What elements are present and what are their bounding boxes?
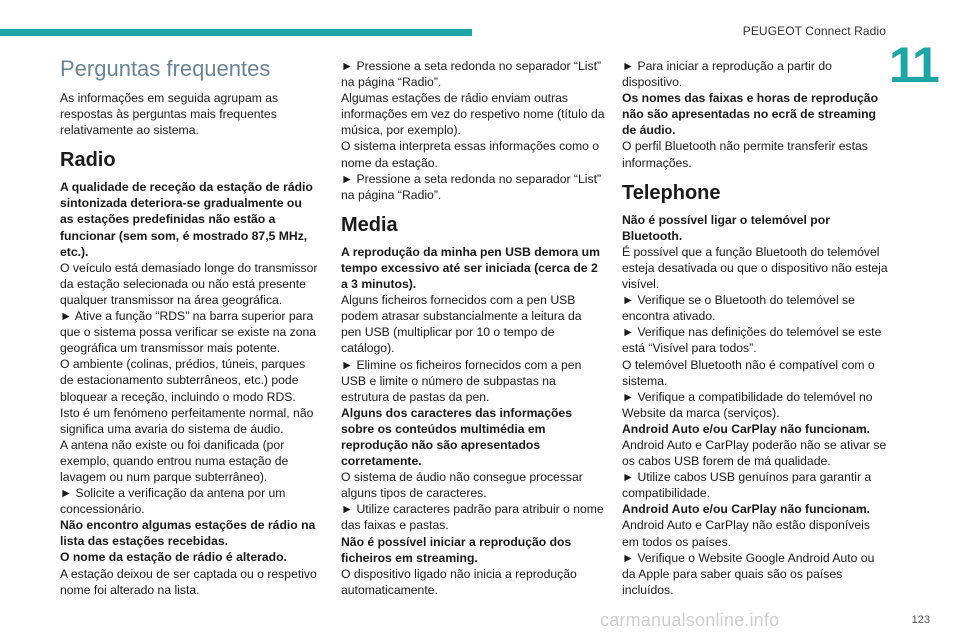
question: Android Auto e/ou CarPlay não funcionam. xyxy=(622,421,871,436)
section-heading-telephone: Telephone xyxy=(622,181,721,204)
page-title: Perguntas frequentes xyxy=(60,56,271,81)
page-number: 123 xyxy=(911,614,930,626)
watermark: carmanualsonline.info xyxy=(600,610,780,630)
answer: Isto é um fenómeno perfeitamente normal, não significa uma avaria do sistema de áudio. xyxy=(60,405,314,436)
question: Alguns dos caracteres das informações sobre os conteúdos multimédia em reprodução não são apresentados corretamente. xyxy=(341,405,572,469)
column-2 xyxy=(341,58,605,598)
section-heading-radio: Radio xyxy=(60,149,116,172)
answer: ► Ative a função “RDS” na barra superior para que o sistema possa verificar se existe na zona geográfica um transmissor mais potente. xyxy=(60,309,317,356)
answer: O veículo está demasiado longe do transmissor da estação selecionada ou não está presente qualquer transmissor na área geográfica. xyxy=(60,260,318,307)
answer: ► Elimine os ficheiros fornecidos com a pen USB e limite o número de subpastas na estrutura de pastas da pen. xyxy=(341,357,582,404)
question: A reprodução da minha pen USB demora um tempo excessivo até ser iniciada (cerca de 2 a 3 minutos). xyxy=(341,244,600,292)
section-heading-media: Media xyxy=(341,213,398,236)
question: O nome da estação de rádio é alterado. xyxy=(60,550,287,565)
header-title: PEUGEOT Connect Radio xyxy=(742,24,886,38)
header-accent-bar xyxy=(0,29,472,36)
answer: ► Pressione a seta redonda no separador “List” na página “Radio”. xyxy=(341,171,602,202)
answer: Alguns ficheiros fornecidos com a pen USB podem atrasar substancialmente a leitura da pen USB (multiplicar por 10 o tempo de catálogo). xyxy=(341,293,582,356)
answer: ► Verifique a compatibilidade do telemóvel no Website da marca (serviços). xyxy=(622,389,873,420)
answer: ► Para iniciar a reprodução a partir do dispositivo. xyxy=(622,59,832,90)
question: Android Auto e/ou CarPlay não funcionam. xyxy=(622,502,871,517)
answer: ► Verifique nas definições do telemóvel se este está “Visível para todos”. xyxy=(622,325,882,356)
question: Não é possível ligar o telemóvel por Bluetooth. xyxy=(622,212,830,243)
question: Não encontro algumas estações de rádio na lista das estações recebidas. xyxy=(60,518,316,549)
answer: ► Utilize caracteres padrão para atribuir o nome das faixas e pastas. xyxy=(341,502,604,533)
column-3 xyxy=(622,58,888,598)
answer: A antena não existe ou foi danificada (por exemplo, quando entrou numa estação de lavagem ou num parque subterrâneo). xyxy=(60,437,289,484)
answer: A estação deixou de ser captada ou o respetivo nome foi alterado na lista. xyxy=(60,566,317,597)
answer: ► Utilize cabos USB genuínos para garantir a compatibilidade. xyxy=(622,470,872,501)
question: Os nomes das faixas e horas de reprodução não são apresentadas no ecrã de streaming de áudio. xyxy=(622,91,879,138)
answer: Android Auto e CarPlay não estão disponíveis em todos os países. xyxy=(622,518,870,549)
answer: ► Solicite a verificação da antena por um concessionário. xyxy=(60,486,286,517)
answer: O ambiente (colinas, prédios, túneis, parques de estacionamento subterrâneos, etc.) pode bloquear a receção, incluindo o modo RDS. xyxy=(60,357,306,404)
answer: ► Pressione a seta redonda no separador “List” na página “Radio”. xyxy=(341,59,602,90)
answer: O dispositivo ligado não inicia a reprodução automaticamente. xyxy=(341,566,577,597)
answer: Algumas estações de rádio enviam outras informações em vez do respetivo nome (título da música, por exemplo). xyxy=(341,91,605,138)
column-1 xyxy=(60,52,318,598)
answer: O sistema de áudio não consegue processar alguns tipos de caracteres. xyxy=(341,470,583,501)
answer: O sistema interpreta essas informações como o nome da estação. xyxy=(341,139,600,170)
intro-text: As informações em seguida agrupam as respostas às perguntas mais frequentes relativamente ao sistema. xyxy=(60,91,279,138)
question: Não é possível iniciar a reprodução dos ficheiros em streaming. xyxy=(341,534,572,565)
answer: É possível que a função Bluetooth do telemóvel esteja desativada ou que o dispositivo não esteja visível. xyxy=(622,244,888,292)
answer: Android Auto e CarPlay poderão não se ativar se os cabos USB forem de má qualidade. xyxy=(622,437,887,469)
question: A qualidade de receção da estação de rádio sintonizada deteriora-se gradualmente ou as estações predefinidas não estão a funcionar (sem som, é mostrado 87,5 MHz, etc.). xyxy=(60,180,313,259)
answer: O telemóvel Bluetooth não é compatível com o sistema. xyxy=(622,357,875,388)
chapter-number: 11 xyxy=(889,37,938,93)
answer: ► Verifique se o Bluetooth do telemóvel se encontra ativado. xyxy=(622,293,855,324)
answer: ► Verifique o Website Google Android Auto ou da Apple para saber quais são os países incluídos. xyxy=(622,550,875,597)
answer: O perfil Bluetooth não permite transferir estas informações. xyxy=(622,139,868,170)
